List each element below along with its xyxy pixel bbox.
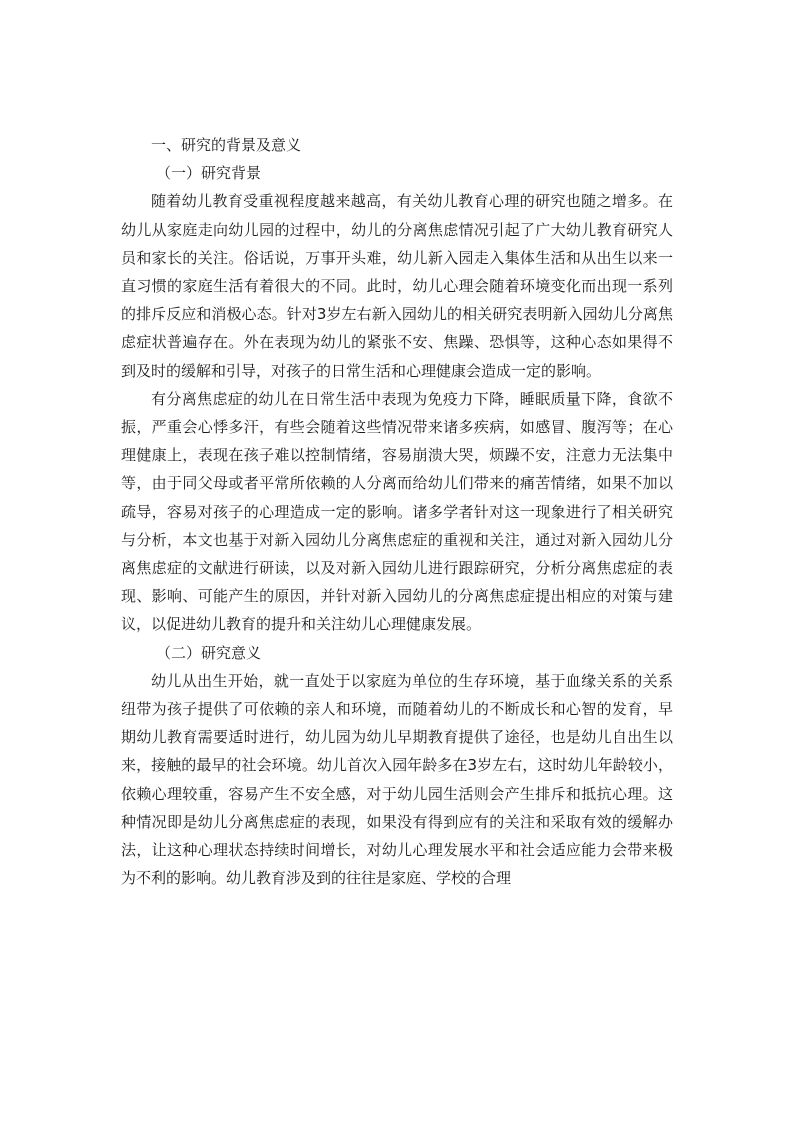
section-heading: 一、研究的背景及意义 (151, 136, 302, 154)
subsection-heading-significance: （二）研究意义 (156, 643, 262, 662)
subsection-heading-background: （一）研究背景 (156, 164, 262, 183)
paragraph-background-2: 有分离焦虑症的幼儿在日常生活中表现为免疫力下降，睡眠质量下降，食欲不振，严重会心悸多汗，有些会随着这些情况带来诸多疾病，如感冒、腹泻等；在心理健康上，表现在孩子难以控制情绪，容易崩溃大哭，烦躁不安，注意力无法集中等，由于同父母或者平常所依赖的人分离而给幼儿们带来的痛苦情绪，如果不加以疏导，容易对孩子的心理造成一定的影响。诸多学者针对这一现象进行了相关研究与分析，本文也基于对新入园幼儿分离焦虑症的重视和关注，通过对新入园幼儿分离焦虑症的文献进行研读，以及对新入园幼儿进行跟踪研究，分析分离焦虑症的表现、影响、可能产生的原因，并针对新入园幼儿的分离焦虑症提出相应的对策与建议，以促进幼儿教育的提升和关注幼儿心理健康发展。 (121, 389, 673, 634)
paragraph-significance-1: 幼儿从出生开始，就一直处于以家庭为单位的生存环境，基于血缘关系的关系纽带为孩子提供了可依赖的亲人和环境，而随着幼儿的不断成长和心智的发育，早期幼儿教育需要适时进行，幼儿园为幼儿早期教育提供了途径，也是幼儿自出生以来，接触的最早的社会环境。幼儿首次入园年龄多在3岁左右，这时幼儿年龄较小，依赖心理较重，容易产生不安全感，对于幼儿园生活则会产生排斥和抵抗心理。这种情况即是幼儿分离焦虑症的表现，如果没有得到应有的关注和采取有效的缓解办法，让这种心理状态持续时间增长，对幼儿心理发展水平和社会适应能力会带来极为不利的影响。幼儿教育涉及到的往往是家庭、学校的合理 (121, 671, 673, 888)
document-body (121, 131, 673, 892)
paragraph-background-1: 随着幼儿教育受重视程度越来越高，有关幼儿教育心理的研究也随之增多。在幼儿从家庭走向幼儿园的过程中，幼儿的分离焦虑情况引起了广大幼儿教育研究人员和家长的关注。俗话说，万事开头难，幼儿新入园走入集体生活和从出生以来一直习惯的家庭生活有着很大的不同。此时，幼儿心理会随着环境变化而出现一系列的排斥反应和消极心态。针对3岁左右新入园幼儿的相关研究表明新入园幼儿分离焦虑症状普遍存在。外在表现为幼儿的紧张不安、焦躁、恐惧等，这种心态如果得不到及时的缓解和引导，对孩子的日常生活和心理健康会造成一定的影响。 (121, 192, 673, 380)
